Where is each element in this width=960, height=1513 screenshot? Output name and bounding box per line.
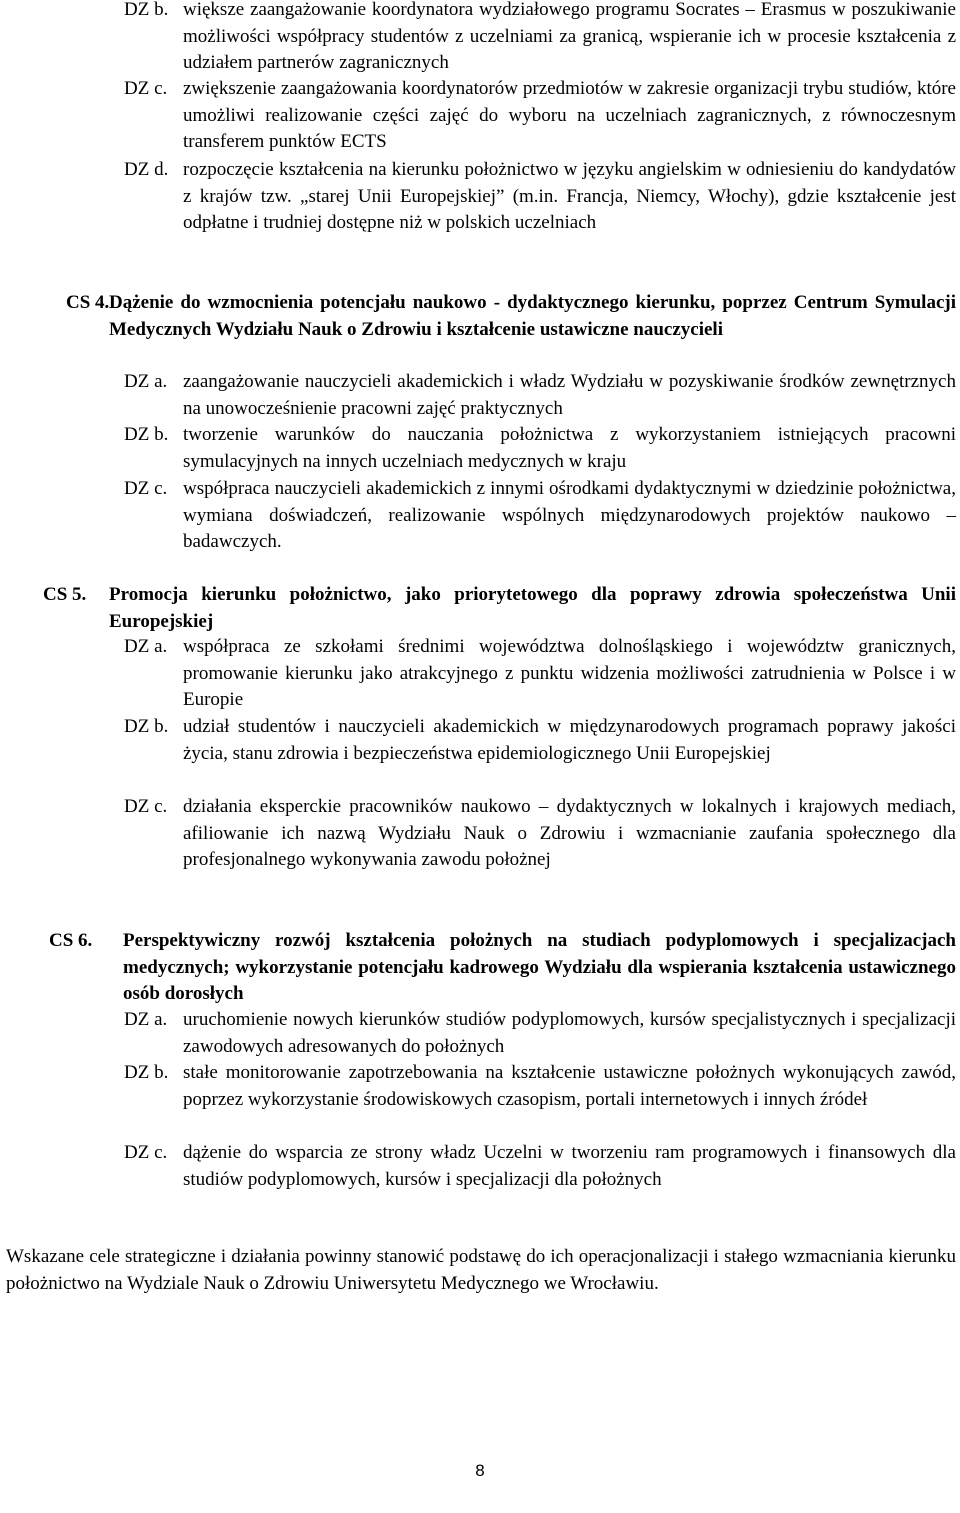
goal-item-cs6-dz-c <box>124 1140 956 1193</box>
item-label: DZ b. <box>124 716 169 737</box>
item-text: stałe monitorowanie zapotrzebowania na kształcenie ustawiczne położnych wykonujących zawód, poprzez wykorzystanie środowiskowych czasopism, portali internetowych i innych źródeł <box>183 1062 956 1110</box>
item-label: DZ a. <box>124 636 168 657</box>
item-text: rozpoczęcie kształcenia na kierunku położnictwo w języku angielskim w odniesieniu do kandydatów z krajów tzw. „starej Unii Europejskiej” (m.in. Francja, Niemcy, Włochy), gdzie kształcenie jest odpłatne i trudniej dostępne niż w polskich uczelniach <box>183 159 956 233</box>
closing-paragraph: Wskazane cele strategiczne i działania powinny stanowić podstawę do ich operacjonalizacji i stałego wzmacniania kierunku położnictwo na Wydziale Nauk o Zdrowiu Uniwersytetu Medycznego we Wrocławiu. <box>6 1246 956 1294</box>
goal-item-dz-b <box>124 0 956 77</box>
goal-item-cs4-dz-a <box>124 369 956 422</box>
item-text: zaangażowanie nauczycieli akademickich i władz Wydziału w pozyskiwanie środków zewnętrznych na unowocześnienie pracowni zajęć praktycznych <box>183 371 956 419</box>
item-text: zwiększenie zaangażowania koordynatorów przedmiotów w zakresie organizacji trybu studiów, które umożliwi realizowanie części zajęć do wyboru na uczelniach zagranicznych, z równoczesnym transferem punktów ECTS <box>183 78 956 152</box>
item-label: DZ c. <box>124 78 168 99</box>
goal-label: CS 6. <box>49 930 93 951</box>
item-text: udział studentów i nauczycieli akademickich w międzynarodowych programach poprawy jakości życia, stanu zdrowia i bezpieczeństwa epidemiologicznego Unii Europejskiej <box>183 716 956 764</box>
item-text: dążenie do wsparcia ze strony władz Uczelni w tworzeniu ram programowych i finansowych dla studiów podyplomowych, kursów i specjalizacji dla położnych <box>183 1142 956 1190</box>
item-label: DZ d. <box>124 159 169 180</box>
item-text: tworzenie warunków do nauczania położnictwa z wykorzystaniem istniejących pracowni symulacyjnych na innych uczelniach medycznych w kraju <box>183 424 956 472</box>
item-label: DZ b. <box>124 0 169 20</box>
item-label: DZ c. <box>124 478 168 499</box>
item-text: uruchomienie nowych kierunków studiów podyplomowych, kursów specjalistycznych i specjalizacji zawodowych adresowanych do położnych <box>183 1009 956 1057</box>
goal-title: Promocja kierunku położnictwo, jako priorytetowego dla poprawy zdrowia społeczeństwa Unii Europejskiej <box>109 584 956 632</box>
item-label: DZ c. <box>124 796 168 817</box>
goal-item-cs5-dz-b <box>124 714 956 767</box>
strategic-goal-cs5-heading <box>43 582 956 635</box>
item-text: współpraca nauczycieli akademickich z innymi ośrodkami dydaktycznymi w dziedzinie położnictwa, wymiana doświadczeń, realizowanie wspólnych międzynarodowych projektów naukowo – badawczych. <box>183 478 956 552</box>
goal-item-cs4-dz-c <box>124 476 956 556</box>
goal-title: Dążenie do wzmocnienia potencjału naukowo - dydaktycznego kierunku, poprzez Centrum Symulacji Medycznych Wydziału Nauk o Zdrowiu i kształcenie ustawiczne nauczycieli <box>109 292 956 340</box>
goal-item-cs6-dz-b <box>124 1060 956 1113</box>
goal-item-dz-d <box>124 157 956 237</box>
goal-label: CS 4. <box>66 292 110 313</box>
item-label: DZ c. <box>124 1142 168 1163</box>
strategic-goal-cs4-heading <box>66 290 956 343</box>
goal-item-cs5-dz-c <box>124 794 956 874</box>
goal-item-cs6-dz-a <box>124 1007 956 1060</box>
item-text: większe zaangażowanie koordynatora wydziałowego programu Socrates – Erasmus w poszukiwanie możliwości współpracy studentów z uczelniami za granicą, wspieranie ich w procesie kształcenia z udziałem partnerów zagranicznych <box>183 0 956 73</box>
goal-title: Perspektywiczny rozwój kształcenia położnych na studiach podyplomowych i specjalizacjach medycznych; wykorzystanie potencjału kadrowego Wydziału dla wspierania kształcenia ustawicznego osób dorosłych <box>123 930 956 1004</box>
item-label: DZ a. <box>124 371 168 392</box>
item-label: DZ b. <box>124 1062 169 1083</box>
goal-label: CS 5. <box>43 584 87 605</box>
item-label: DZ a. <box>124 1009 168 1030</box>
strategic-goal-cs6-heading <box>49 928 956 1008</box>
goal-item-cs5-dz-a <box>124 634 956 714</box>
goal-item-dz-c <box>124 76 956 156</box>
goal-item-cs4-dz-b <box>124 422 956 475</box>
item-text: działania eksperckie pracowników naukowo – dydaktycznych w lokalnych i krajowych mediach, afiliowanie ich nazwą Wydziału Nauk o Zdrowiu i wzmacnianie zaufania społecznego dla profesjonalnego wykonywania zawodu położnej <box>183 796 956 870</box>
item-label: DZ b. <box>124 424 169 445</box>
page-number: 8 <box>475 1461 485 1480</box>
item-text: współpraca ze szkołami średnimi województwa dolnośląskiego i województw granicznych, promowanie kierunku jako atrakcyjnego z punktu widzenia możliwości zatrudnienia w Polsce i w Europie <box>183 636 956 710</box>
